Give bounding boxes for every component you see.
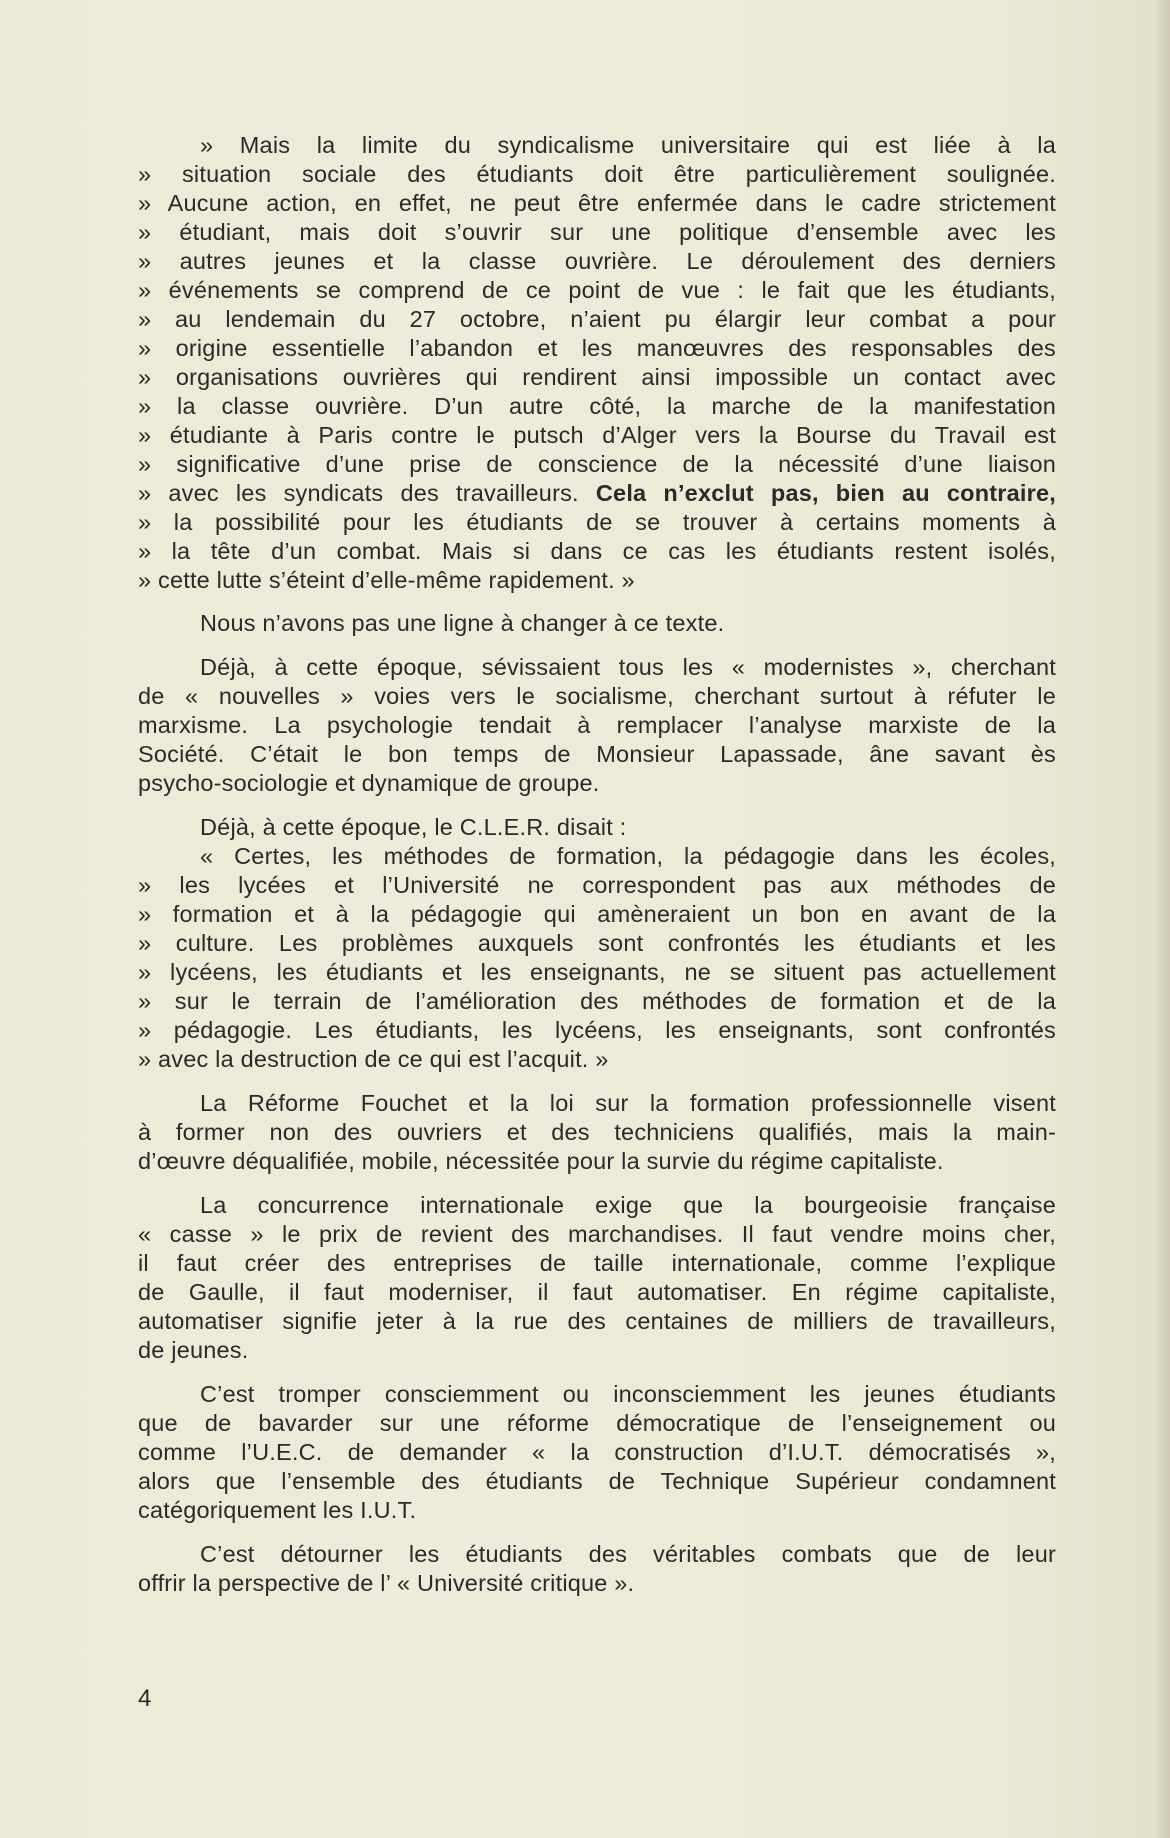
quote-paragraph-1 <box>138 131 1056 595</box>
text-line: » événements se comprend de ce point de vue : le fait que les étudiants, <box>138 277 1056 303</box>
text-line: » lycéens, les étudiants et les enseignants, ne se situent pas actuellement <box>138 959 1056 985</box>
text-line: alors que l’ensemble des étudiants de Technique Supérieur condamnent <box>138 1468 1056 1494</box>
text-line: à former non des ouvriers et des techniciens qualifiés, mais la main- <box>138 1119 1056 1145</box>
text-line: Déjà, à cette époque, le C.L.E.R. disait : <box>200 814 627 840</box>
text-line-start: » avec les syndicats des travailleurs. <box>138 480 596 506</box>
text-line: » organisations ouvrières qui rendirent ainsi impossible un contact avec <box>138 364 1056 390</box>
text-line: » sur le terrain de l’amélioration des méthodes de formation et de la <box>138 988 1056 1014</box>
text-line: offrir la perspective de l’ « Université critique ». <box>138 1570 635 1596</box>
text-line: » cette lutte s’éteint d’elle-même rapidement. » <box>138 567 635 593</box>
text-line: d’œuvre déqualifiée, mobile, nécessitée pour la survie du régime capitaliste. <box>138 1148 944 1174</box>
text-line: automatiser signifie jeter à la rue des centaines de milliers de travailleurs, <box>138 1308 1056 1334</box>
text-line: catégoriquement les I.U.T. <box>138 1497 417 1523</box>
paragraph-4 <box>138 813 1056 1074</box>
text-line-with-bold <box>138 479 1056 508</box>
text-line: » pédagogie. Les étudiants, les lycéens, les enseignants, sont confrontés <box>138 1017 1056 1043</box>
text-line: il faut créer des entreprises de taille internationale, comme l’explique <box>138 1250 1056 1276</box>
page-edge-shadow <box>1156 0 1170 1838</box>
text-line: » Mais la limite du syndicalisme universitaire qui est liée à la <box>200 132 1056 158</box>
text-line: comme l’U.E.C. de demander « la construction d’I.U.T. démocratisés », <box>138 1439 1056 1465</box>
paragraph-8 <box>138 1540 1056 1598</box>
text-line: de jeunes. <box>138 1337 249 1363</box>
text-line: » la possibilité pour les étudiants de se trouver à certains moments à <box>138 509 1056 535</box>
page-number: 4 <box>138 1685 152 1712</box>
text-line: » autres jeunes et la classe ouvrière. Le déroulement des derniers <box>138 248 1056 274</box>
text-line: » culture. Les problèmes auxquels sont confrontés les étudiants et les <box>138 930 1056 956</box>
text-line: » étudiant, mais doit s’ouvrir sur une politique d’ensemble avec les <box>138 219 1056 245</box>
paragraph-5 <box>138 1089 1056 1176</box>
text-line: psycho-sociologie et dynamique de groupe. <box>138 770 600 796</box>
text-line: » la classe ouvrière. D’un autre côté, la marche de la manifestation <box>138 393 1056 419</box>
text-line: de Gaulle, il faut moderniser, il faut automatiser. En régime capitaliste, <box>138 1279 1056 1305</box>
paragraph-6 <box>138 1191 1056 1365</box>
text-line: » Aucune action, en effet, ne peut être enfermée dans le cadre strictement <box>138 190 1056 216</box>
text-line: » les lycées et l’Université ne correspondent pas aux méthodes de <box>138 872 1056 898</box>
bold-emphasis: Cela n’exclut pas, bien au contraire, <box>595 480 1056 506</box>
text-line: » significative d’une prise de conscience de la nécessité d’une liaison <box>138 451 1056 477</box>
paragraph-2 <box>138 609 1056 638</box>
text-line: Société. C’était le bon temps de Monsieur Lapassade, âne savant ès <box>138 741 1056 767</box>
page-body <box>138 131 1056 1613</box>
text-line: marxisme. La psychologie tendait à remplacer l’analyse marxiste de la <box>138 712 1056 738</box>
text-line: » au lendemain du 27 octobre, n’aient pu élargir leur combat a pour <box>138 306 1056 332</box>
text-line: que de bavarder sur une réforme démocratique de l’enseignement ou <box>138 1410 1056 1436</box>
text-line: « Certes, les méthodes de formation, la pédagogie dans les écoles, <box>200 843 1056 869</box>
text-line: » formation et à la pédagogie qui amèneraient un bon en avant de la <box>138 901 1056 927</box>
text-line: « casse » le prix de revient des marchandises. Il faut vendre moins cher, <box>138 1221 1056 1247</box>
paragraph-3 <box>138 653 1056 798</box>
text-line: C’est tromper consciemment ou inconsciemment les jeunes étudiants <box>200 1381 1056 1407</box>
text-line: Déjà, à cette époque, sévissaient tous les « modernistes », cherchant <box>200 654 1056 680</box>
text-line: La Réforme Fouchet et la loi sur la formation professionnelle visent <box>200 1090 1056 1116</box>
text-line: » la tête d’un combat. Mais si dans ce cas les étudiants restent isolés, <box>138 538 1056 564</box>
text-line: » avec la destruction de ce qui est l’acquit. » <box>138 1046 609 1072</box>
text-line: de « nouvelles » voies vers le socialisme, cherchant surtout à réfuter le <box>138 683 1056 709</box>
text-line: » origine essentielle l’abandon et les manœuvres des responsables des <box>138 335 1056 361</box>
text-line: C’est détourner les étudiants des véritables combats que de leur <box>200 1541 1056 1567</box>
text-line: La concurrence internationale exige que la bourgeoisie française <box>200 1192 1056 1218</box>
text-line: » étudiante à Paris contre le putsch d’Alger vers la Bourse du Travail est <box>138 422 1056 448</box>
paragraph-7 <box>138 1380 1056 1525</box>
text-line: » situation sociale des étudiants doit être particulièrement soulignée. <box>138 161 1056 187</box>
text-line: Nous n’avons pas une ligne à changer à ce texte. <box>200 610 725 636</box>
